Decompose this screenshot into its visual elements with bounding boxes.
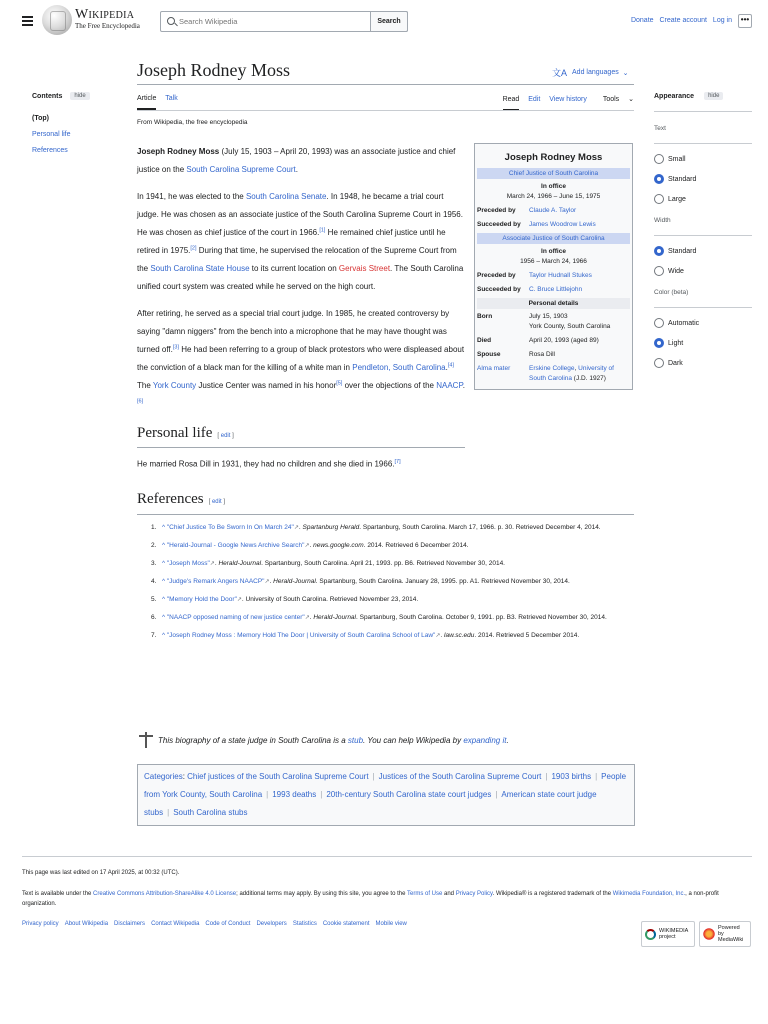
succeeded-row xyxy=(477,218,630,232)
chevron-down-icon: ⌄ xyxy=(618,69,629,77)
radio-label: Small xyxy=(668,155,686,163)
external-link-icon: ↗ xyxy=(209,561,215,567)
citation-3[interactable]: [3] xyxy=(172,344,180,351)
footer-links xyxy=(22,921,413,927)
scales-of-justice-icon xyxy=(137,730,155,750)
category-link[interactable]: 1903 births xyxy=(551,772,592,781)
external-link-icon: ↗ xyxy=(304,543,310,549)
text: . The South Carolina unified court system was created while he served on the high court. xyxy=(137,264,464,291)
preceded-link[interactable]: Taylor Hudnall Stukes xyxy=(529,272,592,279)
spouse-value: Rosa Dill xyxy=(529,351,556,358)
preceded-row xyxy=(477,204,630,218)
alma-suffix: (J.D. 1927) xyxy=(572,375,606,382)
powered-by-mediawiki-badge[interactable] xyxy=(699,921,751,947)
citation-6[interactable]: [6] xyxy=(137,398,144,405)
row-label: Died xyxy=(477,337,492,344)
reference-item: 6. ^ "NAACP opposed naming of new justice center"↗. Herald-Journal. Spartanburg, South Carolina. October 9, 1991. pp. B3. Retrieved November 30, 2014. xyxy=(153,609,631,627)
category-link[interactable]: People from York County, South Carolina xyxy=(144,772,627,799)
ref-details: . Spartanburg, South Carolina. October 9, 1991. pp. B3. Retrieved November 30, 2014. xyxy=(356,614,607,621)
view-tabs xyxy=(496,95,634,103)
color-dark-radio[interactable] xyxy=(654,358,752,368)
toc-item-references[interactable]: References xyxy=(32,147,68,154)
text-standard-radio[interactable] xyxy=(654,174,752,184)
wikimedia-project-badge[interactable] xyxy=(641,921,695,947)
external-link-icon: ↗ xyxy=(264,579,270,585)
ref-source: Herald-Journal xyxy=(273,578,316,585)
cc-license-link[interactable]: Creative Commons Attribution-ShareAlike 4.0 License xyxy=(93,891,237,897)
badge-text: Powered by MediaWiki xyxy=(718,925,744,943)
toc-item-top[interactable]: (Top) xyxy=(32,115,49,122)
ref-title-link[interactable]: "Joseph Moss" xyxy=(166,560,210,567)
text-size-label: Text xyxy=(654,125,666,132)
born-place: York County, South Carolina xyxy=(529,323,611,330)
footer-link[interactable]: Contact Wikipedia xyxy=(151,921,200,927)
more-options-icon[interactable]: ••• xyxy=(738,14,752,28)
divider xyxy=(654,111,752,112)
wordmark-title: Wikipedia xyxy=(75,7,135,22)
radio-label: Standard xyxy=(668,175,697,183)
category-separator: | xyxy=(545,772,548,781)
usc-link[interactable]: University of South Carolina xyxy=(529,365,614,382)
translate-icon: 文A xyxy=(552,68,568,78)
radio-icon xyxy=(654,154,664,164)
category-separator: | xyxy=(595,772,598,781)
tab-edit[interactable]: Edit xyxy=(528,96,541,103)
text: During that time, he supervised the relocation of the Supreme Court from the xyxy=(137,246,457,273)
ref-title-link[interactable]: "NAACP opposed naming of new justice center" xyxy=(166,614,305,621)
text: and xyxy=(442,891,456,897)
tabs-divider xyxy=(137,110,634,111)
footer-link[interactable]: Statistics xyxy=(292,921,317,927)
edit-section-link[interactable]: edit xyxy=(220,433,231,439)
toc-title: Contents xyxy=(32,92,63,100)
create-account-link[interactable]: Create account xyxy=(659,17,707,24)
text: He remained chief justice until he retired in 1975. xyxy=(137,228,446,255)
tools-label: Tools xyxy=(602,96,620,103)
heading-text: References xyxy=(137,491,204,507)
log-in-link[interactable]: Log in xyxy=(712,17,732,24)
stub-notice xyxy=(137,730,509,750)
row-label: Succeeded by xyxy=(477,221,521,228)
ref-title-link[interactable]: "Herald-Journal - Google News Archive Search" xyxy=(166,542,305,549)
reference-list xyxy=(153,519,631,645)
ref-backlink[interactable]: ^ xyxy=(162,542,166,549)
stub-link[interactable]: stub xyxy=(347,735,364,745)
search-box xyxy=(160,11,408,32)
ref-source: Herald-Journal xyxy=(218,560,262,567)
radio-label: Standard xyxy=(668,247,697,255)
radio-checked-icon xyxy=(654,174,664,184)
category-separator: | xyxy=(372,772,375,781)
ref-backlink[interactable]: ^ xyxy=(162,560,166,567)
site-subtitle: From Wikipedia, the free encyclopedia xyxy=(137,119,248,126)
radio-label: Dark xyxy=(668,359,683,367)
site-header xyxy=(0,0,768,44)
spouse-row xyxy=(477,348,630,362)
text: This biography of a state judge in South Carolina is a xyxy=(158,735,348,745)
footer-link[interactable]: Disclaimers xyxy=(114,921,146,927)
category-link[interactable]: South Carolina stubs xyxy=(173,808,248,817)
external-link-icon: ↗ xyxy=(304,615,310,621)
ref-backlink[interactable]: ^ xyxy=(162,614,166,621)
ref-number: 4. xyxy=(151,578,157,585)
ref-source: Spartanburg Herald xyxy=(302,524,360,531)
reference-item xyxy=(153,591,631,609)
ref-details: . Spartanburg, South Carolina. January 28, 1995. pp. A1. Retrieved November 30, 2014. xyxy=(315,578,570,585)
link-sc-state-house[interactable]: South Carolina State House xyxy=(150,264,250,273)
search-icon xyxy=(167,17,175,25)
died-value: April 20, 1993 (aged 89) xyxy=(529,337,599,344)
office-dates-1: March 24, 1966 – June 15, 1975 xyxy=(506,193,601,200)
category-separator: | xyxy=(495,790,498,799)
ref-backlink[interactable]: ^ xyxy=(162,578,166,585)
ref-number: 5. xyxy=(151,596,157,603)
link-pendleton[interactable]: Pendleton, South Carolina xyxy=(352,363,446,372)
category-link[interactable]: 20th-century South Carolina state court judges xyxy=(326,790,492,799)
badge-text: WIKIMEDIA project xyxy=(659,928,689,940)
colon: : xyxy=(182,772,188,781)
toc-hide-button[interactable]: hide xyxy=(70,92,89,100)
personal-details-header: Personal details xyxy=(477,298,630,309)
category-link[interactable]: Justices of the South Carolina Supreme Court xyxy=(378,772,542,781)
paragraph-personal-life xyxy=(137,455,401,472)
wikimedia-logo-icon xyxy=(645,929,656,940)
text: . xyxy=(295,165,298,174)
text: , a non-profit organization. xyxy=(22,891,719,907)
text: He married Rosa Dill in 1931, they had no children and she died in 1966. xyxy=(137,459,395,469)
color-automatic-radio[interactable] xyxy=(654,318,752,328)
radio-icon xyxy=(654,194,664,204)
text-small-radio[interactable] xyxy=(654,154,752,164)
infobox-title: Joseph Rodney Moss xyxy=(504,152,603,163)
wikimedia-foundation-link[interactable]: Wikimedia Foundation, Inc. xyxy=(612,891,686,897)
text: The xyxy=(137,381,153,390)
text: to its current location on xyxy=(249,264,339,273)
ref-backlink[interactable]: ^ xyxy=(162,632,166,639)
heading-personal-life: Personal life [ edit ] xyxy=(137,425,234,441)
radio-icon xyxy=(654,266,664,276)
categories-label-link[interactable]: Categories xyxy=(144,772,183,781)
divider xyxy=(654,143,752,144)
divider xyxy=(654,307,752,308)
color-light-radio[interactable] xyxy=(654,338,752,348)
preceded-row xyxy=(477,269,630,283)
tab-talk[interactable]: Talk xyxy=(165,95,178,102)
title-divider xyxy=(137,84,634,85)
preceded-link[interactable]: Claude A. Taylor xyxy=(529,207,577,214)
redlink-gervais-street[interactable]: Gervais Street xyxy=(338,264,391,273)
ref-source: Herald-Journal xyxy=(313,614,356,621)
born-value xyxy=(529,312,630,332)
text: After retiring, he served as a special trial court judge. In 1985, he created controversy by saying "damn niggers" from the bench into a microphone that he may have thought was turned off. xyxy=(137,309,450,354)
ref-number: 1. xyxy=(151,524,157,531)
width-wide-radio[interactable] xyxy=(654,266,752,276)
text: over the objections of the xyxy=(342,381,437,390)
radio-label: Wide xyxy=(668,267,684,275)
citation-2[interactable]: [2] xyxy=(190,245,197,252)
wikipedia-globe-logo[interactable] xyxy=(42,5,72,35)
ref-backlink[interactable]: ^ xyxy=(162,596,166,603)
paragraph-retirement xyxy=(137,305,465,413)
born-row xyxy=(477,310,630,334)
paragraph-career xyxy=(137,188,465,296)
text: Justice Center was named in his honor xyxy=(196,381,337,390)
infobox xyxy=(474,143,633,390)
reference-item: 4. ^ "Judge's Remark Angers NAACP"↗. Herald-Journal. Spartanburg, South Carolina. January 28, 1995. pp. A1. Retrieved November 30, 2014. xyxy=(153,573,631,591)
citation-1[interactable]: [1] xyxy=(319,227,326,234)
search-button[interactable]: Search xyxy=(370,11,408,32)
width-standard-radio[interactable] xyxy=(654,246,752,256)
ref-details: . 2014. Retrieved 5 December 2014. xyxy=(474,632,580,639)
privacy-policy-link[interactable]: Privacy Policy xyxy=(455,891,493,897)
terms-link[interactable]: Terms of Use xyxy=(407,891,443,897)
succeeded-link[interactable]: James Woodrow Lewis xyxy=(529,221,596,228)
text: . You can help Wikipedia by xyxy=(363,735,464,745)
ref-title-link[interactable]: "Chief Justice To Be Sworn In On March 24" xyxy=(166,524,294,531)
text-large-radio[interactable] xyxy=(654,194,752,204)
edit-section-link[interactable]: edit xyxy=(211,499,222,505)
last-edited: This page was last edited on 17 April 2025, at 00:32 (UTC). xyxy=(22,870,180,876)
text: He had been referring to a group of black protestors who were displeased about the conviction of a black man for the killing of a white man in xyxy=(137,345,465,372)
ref-backlink[interactable]: ^ xyxy=(162,524,166,531)
add-languages-button[interactable] xyxy=(552,66,629,79)
radio-checked-icon xyxy=(654,338,664,348)
reference-item: 1. ^ "Chief Justice To Be Sworn In On March 24"↗. Spartanburg Herald. Spartanburg, South Carolina. March 17, 1966. p. 30. Retrieved December 4, 2014. xyxy=(153,519,631,537)
category-link[interactable]: 1993 deaths xyxy=(272,790,317,799)
text: . Wikipedia® is a registered trademark of the xyxy=(492,891,613,897)
external-link-icon: ↗ xyxy=(236,597,242,603)
footer-link[interactable]: Developers xyxy=(256,921,287,927)
text: . In 1948, he became a trial court judge. He was chosen as an associate justice of the South Carolina Supreme Court in 1956. He was chosen as chief justice of the court in 1966. xyxy=(137,192,463,237)
page-title: Joseph Rodney Moss xyxy=(137,60,291,80)
died-row xyxy=(477,334,630,348)
chevron-down-icon: ⌄ xyxy=(628,96,634,103)
footer-link[interactable]: Code of Conduct xyxy=(205,921,251,927)
mediawiki-logo-icon xyxy=(703,928,715,940)
text: . xyxy=(506,735,509,745)
in-office-label: In office xyxy=(541,183,566,190)
width-label: Width xyxy=(654,217,671,224)
main-menu-icon[interactable] xyxy=(22,16,33,26)
succeeded-row xyxy=(477,283,630,297)
radio-label: Large xyxy=(668,195,686,203)
tab-tools[interactable] xyxy=(596,96,634,103)
heading-text: Personal life xyxy=(137,425,213,441)
alma-mater-value xyxy=(529,364,630,384)
text: . xyxy=(462,381,465,390)
alma-mater-label-link[interactable]: Alma mater xyxy=(477,365,511,372)
external-link-icon: ↗ xyxy=(435,633,441,639)
category-separator: | xyxy=(320,790,323,799)
heading-divider xyxy=(137,447,465,448)
link-naacp[interactable]: NAACP xyxy=(436,381,463,390)
tab-article[interactable]: Article xyxy=(137,95,156,110)
row-label: Born xyxy=(477,313,493,320)
ref-title-link[interactable]: "Judge's Remark Angers NAACP" xyxy=(166,578,265,585)
text: Text is available under the xyxy=(22,891,94,897)
paragraph-intro xyxy=(137,143,465,179)
erskine-college-link[interactable]: Erskine College xyxy=(529,365,575,372)
heading-references: References [ edit ] xyxy=(137,491,225,507)
ref-number: 3. xyxy=(151,560,157,567)
ref-details: . University of South Carolina. Retrieved November 23, 2014. xyxy=(241,596,419,603)
radio-label: Automatic xyxy=(668,319,700,327)
expanding-it-link[interactable]: expanding it xyxy=(463,735,507,745)
reference-item: 3. ^ "Joseph Moss"↗. Herald-Journal. Spartanburg, South Carolina. April 21, 1993. pp. B6. Retrieved November 30, 2014. xyxy=(153,555,631,573)
donate-link[interactable]: Donate xyxy=(630,17,654,24)
ref-source: law.sc.edu xyxy=(444,632,475,639)
footer-link[interactable]: Cookie statement xyxy=(322,921,370,927)
article-body xyxy=(137,143,465,422)
category-separator: | xyxy=(266,790,269,799)
text: (July 15, 1903 – April 20, 1993) was an associate justice and chief justice on the xyxy=(137,147,456,174)
alma-mater-row xyxy=(477,362,630,386)
text: . xyxy=(445,363,448,372)
succeeded-link[interactable]: C. Bruce Littlejohn xyxy=(529,286,583,293)
tab-read[interactable]: Read xyxy=(503,96,520,111)
reference-item: 2. ^ "Herald-Journal - Google News Archive Search"↗. news.google.com. 2014. Retrieved 6 December 2014. xyxy=(153,537,631,555)
ref-number: 2. xyxy=(151,542,157,549)
wordmark-tagline: The Free Encyclopedia xyxy=(75,22,140,30)
citation-5[interactable]: [5] xyxy=(336,380,343,387)
license-text xyxy=(22,889,754,909)
wikipedia-wordmark[interactable] xyxy=(75,7,140,30)
ref-source: news.google.com xyxy=(313,542,364,549)
category-link[interactable]: Chief justices of the South Carolina Supreme Court xyxy=(187,772,369,781)
category-link[interactable]: American state court judge stubs xyxy=(144,790,597,817)
reference-item: 7. ^ "Joseph Rodney Moss : Memory Hold The Door | University of South Carolina School of Law"↗. law.sc.edu. 2014. Retrieved 5 December 2014. xyxy=(153,627,631,645)
radio-checked-icon xyxy=(654,246,664,256)
ref-number: 6. xyxy=(151,614,157,621)
born-date: July 15, 1903 xyxy=(529,313,568,320)
search-input[interactable] xyxy=(179,15,359,28)
citation-7[interactable]: [7] xyxy=(394,459,401,465)
text: ; additional terms may apply. By using this site, you agree to the xyxy=(236,891,407,897)
row-label: Preceded by xyxy=(477,207,516,214)
office-dates-2: 1956 – March 24, 1966 xyxy=(520,258,587,265)
ref-title-link[interactable]: "Memory Hold the Door" xyxy=(166,596,237,603)
ref-details: . Spartanburg, South Carolina. April 21, 1993. pp. B6. Retrieved November 30, 2014. xyxy=(261,560,505,567)
citation-4[interactable]: [4] xyxy=(447,362,454,369)
infobox-office-2[interactable]: Associate Justice of South Carolina xyxy=(477,233,630,244)
external-link-icon: ↗ xyxy=(293,525,299,531)
infobox-office-1[interactable]: Chief Justice of South Carolina xyxy=(477,168,630,179)
add-languages-label: Add languages xyxy=(572,69,619,76)
appearance-hide-button[interactable]: hide xyxy=(704,92,723,100)
tab-view-history[interactable]: View history xyxy=(549,96,587,103)
table-of-contents xyxy=(32,92,132,154)
ref-number: 7. xyxy=(151,632,157,639)
heading-divider xyxy=(137,514,634,515)
footer-link[interactable]: Mobile view xyxy=(375,921,407,927)
ref-details: . 2014. Retrieved 6 December 2014. xyxy=(363,542,469,549)
stub-text xyxy=(158,736,509,745)
category-separator: | xyxy=(167,808,170,817)
link-sc-supreme-court[interactable]: South Carolina Supreme Court xyxy=(186,165,296,174)
row-label: Succeeded by xyxy=(477,286,521,293)
subject-name: Joseph Rodney Moss xyxy=(137,147,220,156)
footer-divider xyxy=(22,856,752,857)
toc-item-personal-life[interactable]: Personal life xyxy=(32,131,71,138)
footer-link[interactable]: Privacy policy xyxy=(22,921,59,927)
ref-title-link[interactable]: "Joseph Rodney Moss : Memory Hold The Door | University of South Carolina School of Law" xyxy=(166,632,436,639)
appearance-title: Appearance xyxy=(654,92,695,100)
sep: , xyxy=(574,365,579,372)
link-york-county[interactable]: York County xyxy=(152,381,197,390)
personal-tools xyxy=(627,17,732,24)
ref-details: . Spartanburg, South Carolina. March 17, 1966. p. 30. Retrieved December 4, 2014. xyxy=(359,524,601,531)
namespace-tabs xyxy=(137,95,185,102)
in-office-label: In office xyxy=(541,248,566,255)
appearance-panel xyxy=(654,92,752,368)
divider xyxy=(654,235,752,236)
radio-label: Light xyxy=(668,339,684,347)
radio-icon xyxy=(654,318,664,328)
color-label: Color (beta) xyxy=(654,289,689,296)
radio-icon xyxy=(654,358,664,368)
category-box xyxy=(137,764,635,826)
row-label: Spouse xyxy=(477,351,501,358)
footer-link[interactable]: About Wikipedia xyxy=(64,921,109,927)
row-label: Preceded by xyxy=(477,272,516,279)
text: In 1941, he was elected to the xyxy=(137,192,246,201)
link-sc-senate[interactable]: South Carolina Senate xyxy=(245,192,327,201)
